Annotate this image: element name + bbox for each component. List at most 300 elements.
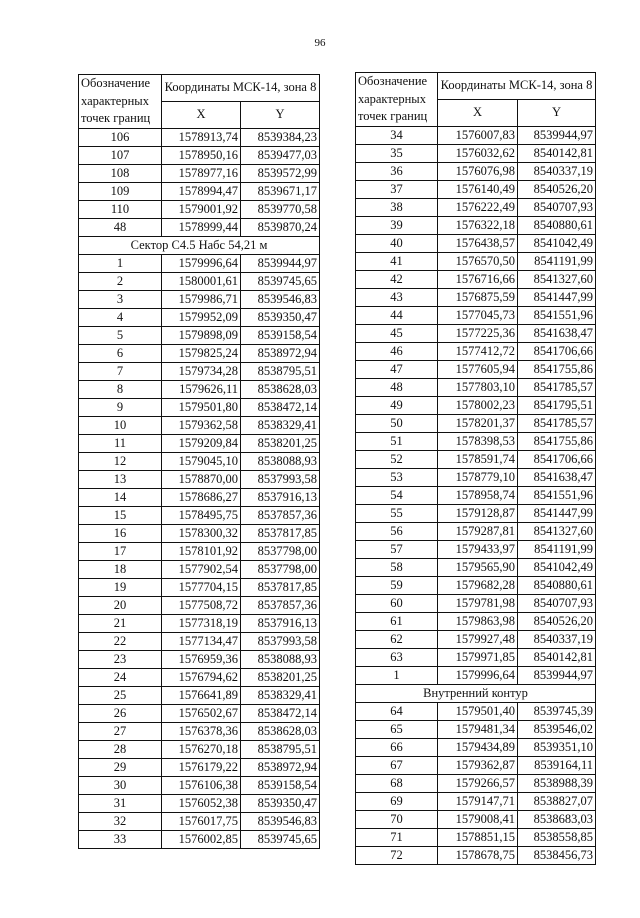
table-row — [356, 144, 596, 162]
table-row — [356, 270, 596, 288]
table-row — [79, 543, 320, 561]
y-coordinate-cell: 8538988,39 — [518, 775, 596, 793]
point-id-cell: 35 — [356, 144, 438, 162]
point-id-cell: 66 — [356, 739, 438, 757]
table-row — [356, 324, 596, 342]
table-row — [79, 489, 320, 507]
y-coordinate-cell: 8537798,00 — [241, 561, 320, 579]
point-id-cell: 3 — [79, 291, 162, 309]
table-row — [356, 522, 596, 540]
point-id-cell: 46 — [356, 342, 438, 360]
table-row — [79, 182, 320, 200]
table-row — [356, 594, 596, 612]
x-coordinate-cell: 1578300,32 — [162, 525, 241, 543]
table-row — [356, 739, 596, 757]
point-id-cell: 30 — [79, 777, 162, 795]
x-coordinate-cell: 1578686,27 — [162, 489, 241, 507]
table-row — [79, 200, 320, 218]
table-row — [79, 273, 320, 291]
x-coordinate-cell: 1579863,98 — [438, 612, 518, 630]
x-coordinate-cell: 1576641,89 — [162, 687, 241, 705]
x-coordinate-cell: 1580001,61 — [162, 273, 241, 291]
table-row — [79, 291, 320, 309]
y-coordinate-cell: 8539350,47 — [241, 795, 320, 813]
y-coordinate-cell: 8538329,41 — [241, 417, 320, 435]
point-id-cell: 45 — [356, 324, 438, 342]
table-row — [79, 399, 320, 417]
y-coordinate-cell: 8538329,41 — [241, 687, 320, 705]
x-coordinate-cell: 1578999,44 — [162, 218, 241, 236]
y-coordinate-cell: 8538972,94 — [241, 345, 320, 363]
point-id-cell: 38 — [356, 198, 438, 216]
point-id-cell: 33 — [79, 831, 162, 849]
table-row — [356, 450, 596, 468]
point-id-cell: 72 — [356, 847, 438, 865]
table-row — [356, 829, 596, 847]
header-y: Y — [518, 100, 596, 126]
y-coordinate-cell: 8540880,61 — [518, 576, 596, 594]
table-row — [356, 180, 596, 198]
y-coordinate-cell: 8541042,49 — [518, 234, 596, 252]
y-coordinate-cell: 8538683,03 — [518, 811, 596, 829]
y-coordinate-cell: 8540142,81 — [518, 648, 596, 666]
table-row — [79, 687, 320, 705]
table-row — [79, 615, 320, 633]
x-coordinate-cell: 1579996,64 — [438, 666, 518, 684]
y-coordinate-cell: 8538827,07 — [518, 793, 596, 811]
table-row — [79, 128, 320, 146]
point-id-cell: 21 — [79, 615, 162, 633]
x-coordinate-cell: 1578977,16 — [162, 164, 241, 182]
table-row — [356, 252, 596, 270]
table-row — [79, 669, 320, 687]
table-row — [79, 417, 320, 435]
y-coordinate-cell: 8537916,13 — [241, 615, 320, 633]
table-row — [356, 234, 596, 252]
x-coordinate-cell: 1576032,62 — [438, 144, 518, 162]
table-row — [79, 146, 320, 164]
table-row — [79, 633, 320, 651]
y-coordinate-cell: 8541551,96 — [518, 306, 596, 324]
x-coordinate-cell: 1578958,74 — [438, 486, 518, 504]
x-coordinate-cell: 1577902,54 — [162, 561, 241, 579]
coordinates-table-left — [78, 74, 320, 849]
x-coordinate-cell: 1579362,58 — [162, 417, 241, 435]
table-row — [79, 164, 320, 182]
point-id-cell: 40 — [356, 234, 438, 252]
table-row — [356, 378, 596, 396]
table-row — [356, 648, 596, 666]
header-y: Y — [241, 102, 320, 128]
x-coordinate-cell: 1576959,36 — [162, 651, 241, 669]
point-id-cell: 68 — [356, 775, 438, 793]
point-id-cell: 28 — [79, 741, 162, 759]
x-coordinate-cell: 1579362,87 — [438, 757, 518, 775]
point-id-cell: 16 — [79, 525, 162, 543]
point-id-cell: 59 — [356, 576, 438, 594]
x-coordinate-cell: 1577134,47 — [162, 633, 241, 651]
x-coordinate-cell: 1579898,09 — [162, 327, 241, 345]
y-coordinate-cell: 8538201,25 — [241, 435, 320, 453]
table-row — [79, 759, 320, 777]
point-id-cell: 26 — [79, 705, 162, 723]
point-id-cell: 11 — [79, 435, 162, 453]
x-coordinate-cell: 1579626,11 — [162, 381, 241, 399]
y-coordinate-cell: 8537916,13 — [241, 489, 320, 507]
table-row — [356, 414, 596, 432]
x-coordinate-cell: 1579952,09 — [162, 309, 241, 327]
x-coordinate-cell: 1576052,38 — [162, 795, 241, 813]
point-id-cell: 20 — [79, 597, 162, 615]
x-coordinate-cell: 1576570,50 — [438, 252, 518, 270]
table-row — [79, 795, 320, 813]
x-coordinate-cell: 1579209,84 — [162, 435, 241, 453]
point-id-cell: 48 — [79, 218, 162, 236]
header-x: X — [438, 100, 518, 126]
point-id-cell: 58 — [356, 558, 438, 576]
y-coordinate-cell: 8538628,03 — [241, 723, 320, 741]
section-row — [79, 236, 320, 255]
x-coordinate-cell: 1579001,92 — [162, 200, 241, 218]
y-coordinate-cell: 8539770,58 — [241, 200, 320, 218]
table-row — [79, 777, 320, 795]
y-coordinate-cell: 8538795,51 — [241, 363, 320, 381]
point-id-cell: 1 — [79, 255, 162, 273]
point-id-cell: 23 — [79, 651, 162, 669]
x-coordinate-cell: 1579971,85 — [438, 648, 518, 666]
table-row — [356, 576, 596, 594]
x-coordinate-cell: 1578591,74 — [438, 450, 518, 468]
y-coordinate-cell: 8539546,83 — [241, 291, 320, 309]
y-coordinate-cell: 8537993,58 — [241, 633, 320, 651]
table-row — [356, 288, 596, 306]
y-coordinate-cell: 8541042,49 — [518, 558, 596, 576]
x-coordinate-cell: 1576002,85 — [162, 831, 241, 849]
x-coordinate-cell: 1578870,00 — [162, 471, 241, 489]
y-coordinate-cell: 8540526,20 — [518, 612, 596, 630]
y-coordinate-cell: 8537857,36 — [241, 597, 320, 615]
x-coordinate-cell: 1576017,75 — [162, 813, 241, 831]
point-id-cell: 53 — [356, 468, 438, 486]
table-row — [356, 342, 596, 360]
table-row — [356, 811, 596, 829]
x-coordinate-cell: 1579128,87 — [438, 504, 518, 522]
y-coordinate-cell: 8539671,17 — [241, 182, 320, 200]
y-coordinate-cell: 8539944,97 — [241, 255, 320, 273]
coordinates-table-right — [355, 72, 596, 865]
table-row — [79, 327, 320, 345]
y-coordinate-cell: 8541785,57 — [518, 378, 596, 396]
table-row — [79, 579, 320, 597]
point-id-cell: 106 — [79, 128, 162, 146]
x-coordinate-cell: 1579008,41 — [438, 811, 518, 829]
y-coordinate-cell: 8541638,47 — [518, 324, 596, 342]
y-coordinate-cell: 8538088,93 — [241, 651, 320, 669]
x-coordinate-cell: 1579287,81 — [438, 522, 518, 540]
x-coordinate-cell: 1577605,94 — [438, 360, 518, 378]
point-id-cell: 64 — [356, 703, 438, 721]
x-coordinate-cell: 1579734,28 — [162, 363, 241, 381]
x-coordinate-cell: 1579501,40 — [438, 703, 518, 721]
point-id-cell: 27 — [79, 723, 162, 741]
x-coordinate-cell: 1576179,22 — [162, 759, 241, 777]
y-coordinate-cell: 8540337,19 — [518, 162, 596, 180]
point-id-cell: 50 — [356, 414, 438, 432]
y-coordinate-cell: 8537993,58 — [241, 471, 320, 489]
y-coordinate-cell: 8539944,97 — [518, 126, 596, 144]
y-coordinate-cell: 8539745,65 — [241, 273, 320, 291]
x-coordinate-cell: 1578779,10 — [438, 468, 518, 486]
y-coordinate-cell: 8541191,99 — [518, 252, 596, 270]
point-id-cell: 25 — [79, 687, 162, 705]
x-coordinate-cell: 1576378,36 — [162, 723, 241, 741]
x-coordinate-cell: 1577803,10 — [438, 378, 518, 396]
point-id-cell: 43 — [356, 288, 438, 306]
point-id-cell: 49 — [356, 396, 438, 414]
y-coordinate-cell: 8541785,57 — [518, 414, 596, 432]
point-id-cell: 31 — [79, 795, 162, 813]
y-coordinate-cell: 8539351,10 — [518, 739, 596, 757]
x-coordinate-cell: 1576322,18 — [438, 216, 518, 234]
x-coordinate-cell: 1576438,57 — [438, 234, 518, 252]
x-coordinate-cell: 1576270,18 — [162, 741, 241, 759]
x-coordinate-cell: 1578950,16 — [162, 146, 241, 164]
point-id-cell: 37 — [356, 180, 438, 198]
y-coordinate-cell: 8541795,51 — [518, 396, 596, 414]
y-coordinate-cell: 8539158,54 — [241, 327, 320, 345]
header-coordinates: Координаты МСК-14, зона 8 — [438, 73, 596, 100]
y-coordinate-cell: 8538472,14 — [241, 705, 320, 723]
table-row — [356, 666, 596, 684]
table-row — [356, 775, 596, 793]
table-row — [356, 306, 596, 324]
table-row — [356, 540, 596, 558]
y-coordinate-cell: 8541755,86 — [518, 360, 596, 378]
point-id-cell: 47 — [356, 360, 438, 378]
point-id-cell: 69 — [356, 793, 438, 811]
point-id-cell: 110 — [79, 200, 162, 218]
y-coordinate-cell: 8540880,61 — [518, 216, 596, 234]
table-row — [356, 757, 596, 775]
point-id-cell: 15 — [79, 507, 162, 525]
table-row — [79, 435, 320, 453]
table-row — [356, 558, 596, 576]
table-row — [79, 705, 320, 723]
x-coordinate-cell: 1578913,74 — [162, 128, 241, 146]
x-coordinate-cell: 1576076,98 — [438, 162, 518, 180]
point-id-cell: 1 — [356, 666, 438, 684]
table-row — [79, 651, 320, 669]
table-row — [356, 396, 596, 414]
y-coordinate-cell: 8538472,14 — [241, 399, 320, 417]
table-row — [356, 126, 596, 144]
point-id-cell: 8 — [79, 381, 162, 399]
table-row — [356, 703, 596, 721]
x-coordinate-cell: 1578851,15 — [438, 829, 518, 847]
table-row — [356, 793, 596, 811]
table-row — [356, 432, 596, 450]
point-id-cell: 24 — [79, 669, 162, 687]
point-id-cell: 41 — [356, 252, 438, 270]
point-id-cell: 52 — [356, 450, 438, 468]
y-coordinate-cell: 8539870,24 — [241, 218, 320, 236]
y-coordinate-cell: 8541191,99 — [518, 540, 596, 558]
table-row — [356, 630, 596, 648]
point-id-cell: 62 — [356, 630, 438, 648]
x-coordinate-cell: 1579266,57 — [438, 775, 518, 793]
y-coordinate-cell: 8540142,81 — [518, 144, 596, 162]
point-id-cell: 2 — [79, 273, 162, 291]
page-number: 96 — [314, 37, 326, 49]
point-id-cell: 19 — [79, 579, 162, 597]
header-coordinates: Координаты МСК-14, зона 8 — [162, 75, 320, 102]
x-coordinate-cell: 1576875,59 — [438, 288, 518, 306]
header-label: Обозначение характерных точек границ — [356, 73, 438, 127]
point-id-cell: 32 — [79, 813, 162, 831]
point-id-cell: 14 — [79, 489, 162, 507]
y-coordinate-cell: 8538088,93 — [241, 453, 320, 471]
point-id-cell: 67 — [356, 757, 438, 775]
x-coordinate-cell: 1579825,24 — [162, 345, 241, 363]
point-id-cell: 4 — [79, 309, 162, 327]
point-id-cell: 36 — [356, 162, 438, 180]
table-row — [356, 612, 596, 630]
section-title: Внутренний контур — [356, 684, 596, 703]
y-coordinate-cell: 8539350,47 — [241, 309, 320, 327]
x-coordinate-cell: 1578994,47 — [162, 182, 241, 200]
table-row — [356, 162, 596, 180]
x-coordinate-cell: 1579986,71 — [162, 291, 241, 309]
table-row — [356, 847, 596, 865]
x-coordinate-cell: 1579434,89 — [438, 739, 518, 757]
y-coordinate-cell: 8539546,83 — [241, 813, 320, 831]
table-row — [79, 813, 320, 831]
header-label: Обозначение характерных точек границ — [79, 75, 162, 129]
table-row — [79, 723, 320, 741]
point-id-cell: 48 — [356, 378, 438, 396]
table-row — [79, 831, 320, 849]
y-coordinate-cell: 8540337,19 — [518, 630, 596, 648]
x-coordinate-cell: 1578002,23 — [438, 396, 518, 414]
table-row — [79, 255, 320, 273]
x-coordinate-cell: 1579927,48 — [438, 630, 518, 648]
point-id-cell: 39 — [356, 216, 438, 234]
point-id-cell: 10 — [79, 417, 162, 435]
section-title: Сектор С4.5 Набс 54,21 м — [79, 236, 320, 255]
x-coordinate-cell: 1579501,80 — [162, 399, 241, 417]
x-coordinate-cell: 1579682,28 — [438, 576, 518, 594]
y-coordinate-cell: 8539944,97 — [518, 666, 596, 684]
table-row — [79, 525, 320, 543]
y-coordinate-cell: 8539164,11 — [518, 757, 596, 775]
x-coordinate-cell: 1578398,53 — [438, 432, 518, 450]
point-id-cell: 70 — [356, 811, 438, 829]
x-coordinate-cell: 1577318,19 — [162, 615, 241, 633]
point-id-cell: 107 — [79, 146, 162, 164]
table-row — [356, 504, 596, 522]
point-id-cell: 56 — [356, 522, 438, 540]
x-coordinate-cell: 1577508,72 — [162, 597, 241, 615]
point-id-cell: 60 — [356, 594, 438, 612]
y-coordinate-cell: 8541755,86 — [518, 432, 596, 450]
point-id-cell: 34 — [356, 126, 438, 144]
x-coordinate-cell: 1579045,10 — [162, 453, 241, 471]
x-coordinate-cell: 1578101,92 — [162, 543, 241, 561]
y-coordinate-cell: 8540526,20 — [518, 180, 596, 198]
y-coordinate-cell: 8541327,60 — [518, 522, 596, 540]
x-coordinate-cell: 1579481,34 — [438, 721, 518, 739]
y-coordinate-cell: 8541706,66 — [518, 342, 596, 360]
x-coordinate-cell: 1576794,62 — [162, 669, 241, 687]
y-coordinate-cell: 8538558,85 — [518, 829, 596, 847]
table-row — [79, 741, 320, 759]
table-row — [356, 198, 596, 216]
y-coordinate-cell: 8538456,73 — [518, 847, 596, 865]
point-id-cell: 51 — [356, 432, 438, 450]
point-id-cell: 44 — [356, 306, 438, 324]
y-coordinate-cell: 8541327,60 — [518, 270, 596, 288]
y-coordinate-cell: 8537857,36 — [241, 507, 320, 525]
x-coordinate-cell: 1579996,64 — [162, 255, 241, 273]
header-x: X — [162, 102, 241, 128]
y-coordinate-cell: 8538972,94 — [241, 759, 320, 777]
point-id-cell: 9 — [79, 399, 162, 417]
x-coordinate-cell: 1577704,15 — [162, 579, 241, 597]
point-id-cell: 29 — [79, 759, 162, 777]
y-coordinate-cell: 8539745,39 — [518, 703, 596, 721]
table-row — [79, 453, 320, 471]
y-coordinate-cell: 8541706,66 — [518, 450, 596, 468]
point-id-cell: 13 — [79, 471, 162, 489]
x-coordinate-cell: 1577225,36 — [438, 324, 518, 342]
table-row — [79, 507, 320, 525]
table-row — [79, 471, 320, 489]
y-coordinate-cell: 8539572,99 — [241, 164, 320, 182]
point-id-cell: 54 — [356, 486, 438, 504]
y-coordinate-cell: 8541551,96 — [518, 486, 596, 504]
x-coordinate-cell: 1576007,83 — [438, 126, 518, 144]
y-coordinate-cell: 8539477,03 — [241, 146, 320, 164]
x-coordinate-cell: 1578678,75 — [438, 847, 518, 865]
table-row — [356, 468, 596, 486]
y-coordinate-cell: 8541638,47 — [518, 468, 596, 486]
table-row — [79, 309, 320, 327]
y-coordinate-cell: 8537798,00 — [241, 543, 320, 561]
point-id-cell: 109 — [79, 182, 162, 200]
point-id-cell: 65 — [356, 721, 438, 739]
point-id-cell: 7 — [79, 363, 162, 381]
x-coordinate-cell: 1579565,90 — [438, 558, 518, 576]
point-id-cell: 12 — [79, 453, 162, 471]
y-coordinate-cell: 8539384,23 — [241, 128, 320, 146]
table-row — [356, 721, 596, 739]
table-row — [356, 486, 596, 504]
x-coordinate-cell: 1576222,49 — [438, 198, 518, 216]
point-id-cell: 5 — [79, 327, 162, 345]
point-id-cell: 18 — [79, 561, 162, 579]
x-coordinate-cell: 1578201,37 — [438, 414, 518, 432]
y-coordinate-cell: 8539745,65 — [241, 831, 320, 849]
y-coordinate-cell: 8538628,03 — [241, 381, 320, 399]
x-coordinate-cell: 1577412,72 — [438, 342, 518, 360]
table-row — [79, 597, 320, 615]
table-row — [79, 345, 320, 363]
x-coordinate-cell: 1579147,71 — [438, 793, 518, 811]
x-coordinate-cell: 1579781,98 — [438, 594, 518, 612]
table-row — [79, 381, 320, 399]
table-row — [79, 363, 320, 381]
y-coordinate-cell: 8537817,85 — [241, 525, 320, 543]
